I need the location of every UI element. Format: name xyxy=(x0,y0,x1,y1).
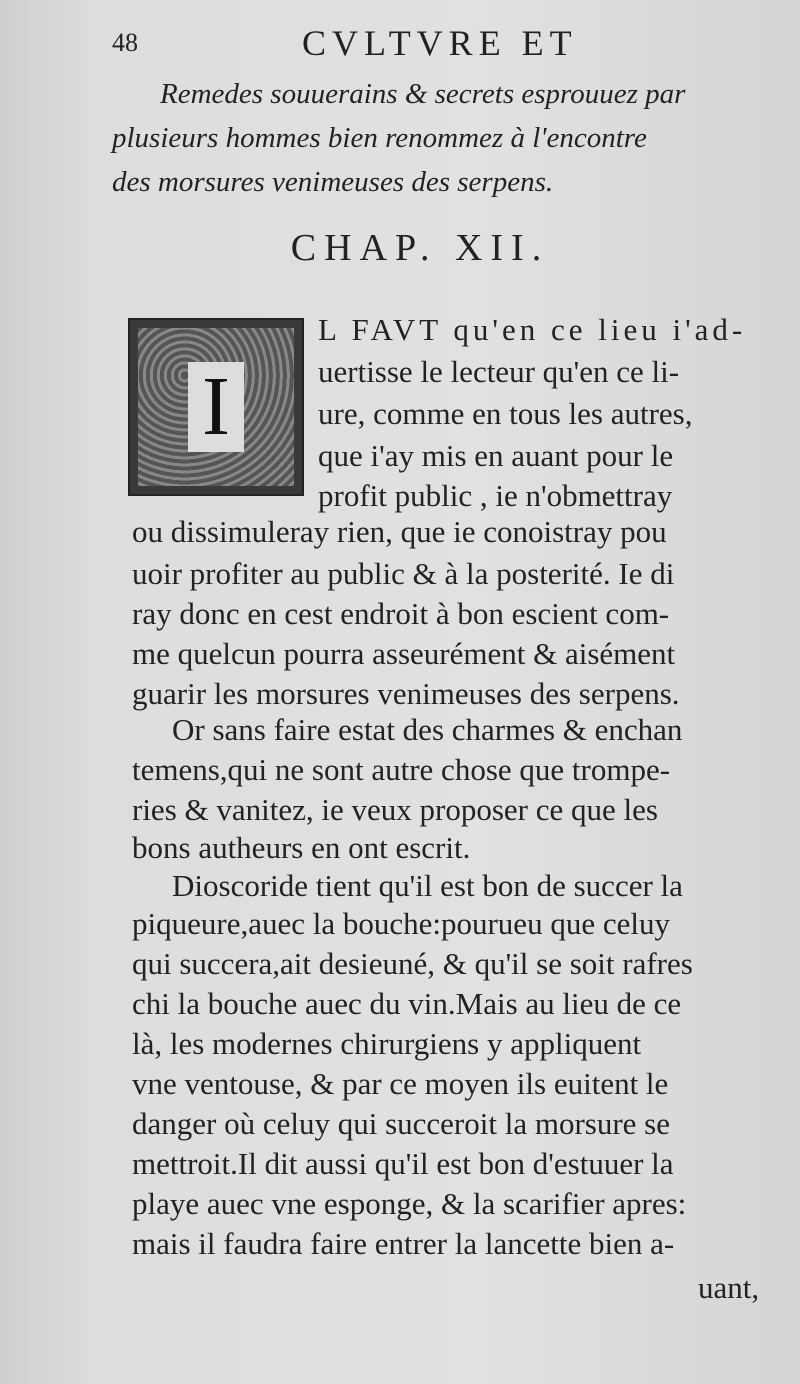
text-line: L FAVT qu'en ce lieu i'ad- xyxy=(318,312,747,347)
intro-line: plusieurs hommes bien renommez à l'encontre xyxy=(112,122,647,154)
text-line: qui succera,ait desieuné, & qu'il se soit rafres xyxy=(132,946,693,981)
text-line: danger où celuy qui succeroit la morsure se xyxy=(132,1106,671,1141)
text-line: ure, comme en tous les autres, xyxy=(318,396,693,431)
text-line: profit public , ie n'obmettray xyxy=(318,478,673,513)
text-line: guarir les morsures venimeuses des serpens. xyxy=(132,676,680,711)
text-line: uertisse le lecteur qu'en ce li- xyxy=(318,354,680,389)
text-line: vne ventouse, & par ce moyen ils euitent le xyxy=(132,1066,669,1101)
text-line: ries & vanitez, ie veux proposer ce que les xyxy=(132,792,658,827)
text-line: Dioscoride tient qu'il est bon de succer la xyxy=(172,868,683,903)
text-line: uant, xyxy=(698,1270,760,1305)
text-line: ou dissimuleray rien, que ie conoistray pou xyxy=(132,514,667,549)
page-header xyxy=(112,22,792,70)
text-line: uoir profiter au public & à la posterité. Ie di xyxy=(132,556,675,591)
initial-letter: I xyxy=(188,362,244,452)
text-line: bons autheurs en ont escrit. xyxy=(132,830,471,865)
intro-line: des morsures venimeuses des serpens. xyxy=(112,166,554,198)
section-intro xyxy=(112,72,772,204)
page-number: 48 xyxy=(112,28,138,57)
text-line: chi la bouche auec du vin.Mais au lieu de ce xyxy=(132,986,682,1021)
text-line: Or sans faire estat des charmes & enchan xyxy=(172,712,683,747)
text-line: mais il faudra faire entrer la lancette bien a- xyxy=(132,1226,675,1261)
text-line: mettroit.Il dit aussi qu'il est bon d'estuuer la xyxy=(132,1146,674,1181)
text-line: temens,qui ne sont autre chose que trompe- xyxy=(132,752,671,787)
text-line: me quelcun pourra asseurément & aisément xyxy=(132,636,676,671)
text-line: que i'ay mis en auant pour le xyxy=(318,438,674,473)
text-line: playe auec vne esponge, & la scarifier apres: xyxy=(132,1186,687,1221)
decorated-initial xyxy=(128,318,304,496)
text-line: ray donc en cest endroit à bon escient com- xyxy=(132,596,670,631)
intro-line: Remedes souuerains & secrets esprouuez par xyxy=(160,78,686,110)
running-head: CVLTVRE ET xyxy=(302,23,578,63)
chapter-title: CHAP. XII. xyxy=(290,227,550,269)
text-line: piqueure,auec la bouche:pourueu que celuy xyxy=(132,906,670,941)
text-line: là, les modernes chirurgiens y appliquent xyxy=(132,1026,642,1061)
